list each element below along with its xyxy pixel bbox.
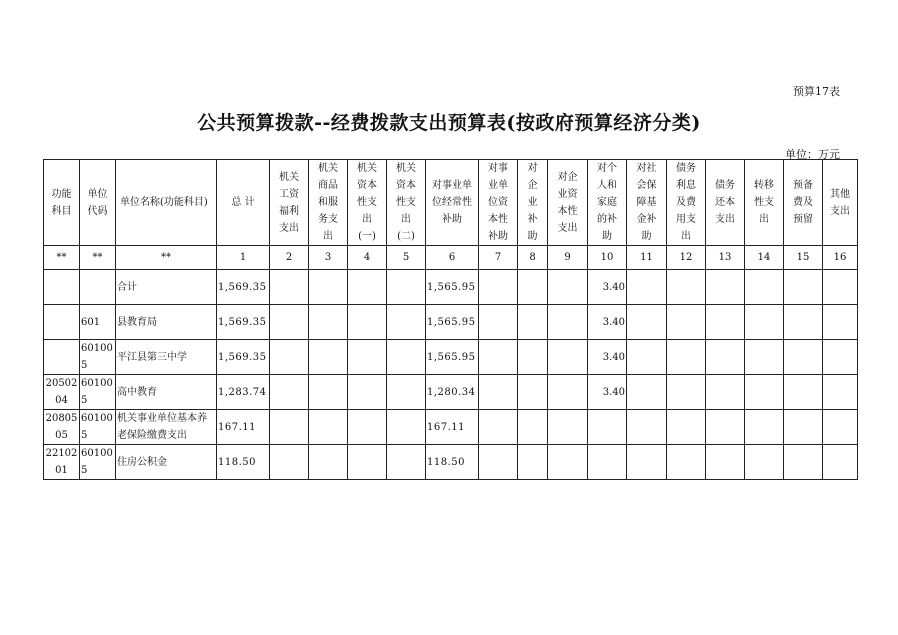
empty-cell <box>706 270 745 305</box>
public-institution-subsidy-cell: 118.50 <box>426 445 479 480</box>
data-rows <box>44 270 858 480</box>
empty-cell <box>745 340 784 375</box>
total-cell: 1,569.35 <box>217 305 270 340</box>
empty-cell <box>518 410 548 445</box>
empty-cell <box>823 445 858 480</box>
unit-code-cell: 601 <box>80 305 116 340</box>
header-cell: 单位代码 <box>80 160 116 246</box>
empty-cell <box>627 340 667 375</box>
household-subsidy-cell <box>588 445 627 480</box>
header-cell: 对社会保障基金补助 <box>627 160 667 246</box>
empty-cell <box>548 340 588 375</box>
unit-name-cell: 县教育局 <box>116 305 217 340</box>
household-subsidy-cell: 3.40 <box>588 340 627 375</box>
index-cell: 11 <box>627 246 667 270</box>
index-cell: 15 <box>784 246 823 270</box>
header-cell: 对个人和家庭的补助 <box>588 160 627 246</box>
unit-code-cell: 601005 <box>80 410 116 445</box>
index-cell: 2 <box>270 246 309 270</box>
unit-code-cell: 601005 <box>80 340 116 375</box>
empty-cell <box>745 410 784 445</box>
empty-cell <box>823 340 858 375</box>
total-cell: 167.11 <box>217 410 270 445</box>
empty-cell <box>479 410 518 445</box>
empty-cell <box>479 340 518 375</box>
header-cell: 功能科目 <box>44 160 80 246</box>
empty-cell <box>270 445 309 480</box>
empty-cell <box>348 410 387 445</box>
header-cell: 对事业单位资本性补助 <box>479 160 518 246</box>
unit-code-cell: 601005 <box>80 375 116 410</box>
empty-cell <box>348 270 387 305</box>
function-code-cell <box>44 270 80 305</box>
empty-cell <box>309 445 348 480</box>
header-cell: 预备费及预留 <box>784 160 823 246</box>
total-cell: 118.50 <box>217 445 270 480</box>
header-cell: 对企业资本性支出 <box>548 160 588 246</box>
empty-cell <box>270 305 309 340</box>
household-subsidy-cell: 3.40 <box>588 375 627 410</box>
household-subsidy-cell: 3.40 <box>588 305 627 340</box>
header-cell: 单位名称(功能科目) <box>116 160 217 246</box>
empty-cell <box>479 445 518 480</box>
empty-cell <box>745 305 784 340</box>
empty-cell <box>784 270 823 305</box>
empty-cell <box>548 410 588 445</box>
empty-cell <box>270 340 309 375</box>
empty-cell <box>387 340 426 375</box>
empty-cell <box>270 375 309 410</box>
total-cell: 1,283.74 <box>217 375 270 410</box>
empty-cell <box>518 375 548 410</box>
index-cell: 6 <box>426 246 479 270</box>
empty-cell <box>784 375 823 410</box>
index-cell: 7 <box>479 246 518 270</box>
function-code-cell: 2080505 <box>44 410 80 445</box>
empty-cell <box>784 410 823 445</box>
index-cell: 14 <box>745 246 784 270</box>
empty-cell <box>309 410 348 445</box>
empty-cell <box>667 410 706 445</box>
header-cell: 对企业补助 <box>518 160 548 246</box>
unit-name-cell: 机关事业单位基本养老保险缴费支出 <box>116 410 217 445</box>
empty-cell <box>745 270 784 305</box>
empty-cell <box>823 375 858 410</box>
budget-table <box>43 159 858 480</box>
empty-cell <box>823 270 858 305</box>
public-institution-subsidy-cell: 1,565.95 <box>426 270 479 305</box>
empty-cell <box>479 270 518 305</box>
empty-cell <box>548 445 588 480</box>
empty-cell <box>309 375 348 410</box>
header-cell: 债务还本支出 <box>706 160 745 246</box>
page-title: 公共预算拨款--经费拨款支出预算表(按政府预算经济分类) <box>197 112 701 134</box>
empty-cell <box>667 340 706 375</box>
index-cell: 10 <box>588 246 627 270</box>
empty-cell <box>784 305 823 340</box>
empty-cell <box>706 305 745 340</box>
empty-cell <box>518 445 548 480</box>
index-cell: 12 <box>667 246 706 270</box>
empty-cell <box>784 340 823 375</box>
empty-cell <box>309 340 348 375</box>
unit-code-cell <box>80 270 116 305</box>
index-cell: ** <box>44 246 80 270</box>
public-institution-subsidy-cell: 1,565.95 <box>426 340 479 375</box>
index-row <box>44 246 858 270</box>
empty-cell <box>667 270 706 305</box>
empty-cell <box>348 445 387 480</box>
empty-cell <box>518 340 548 375</box>
empty-cell <box>627 305 667 340</box>
empty-cell <box>706 410 745 445</box>
empty-cell <box>627 410 667 445</box>
table-row <box>44 410 858 445</box>
empty-cell <box>348 340 387 375</box>
table-row <box>44 305 858 340</box>
public-institution-subsidy-cell: 1,565.95 <box>426 305 479 340</box>
empty-cell <box>823 305 858 340</box>
empty-cell <box>706 375 745 410</box>
total-cell: 1,569.35 <box>217 270 270 305</box>
unit-name-cell: 住房公积金 <box>116 445 217 480</box>
index-cell: ** <box>116 246 217 270</box>
header-cell: 总 计 <box>217 160 270 246</box>
header-cell: 机关资本性支出(二) <box>387 160 426 246</box>
index-cell: 5 <box>387 246 426 270</box>
empty-cell <box>823 410 858 445</box>
empty-cell <box>348 375 387 410</box>
index-cell: 8 <box>518 246 548 270</box>
index-cell: 16 <box>823 246 858 270</box>
header-cell: 转移性支出 <box>745 160 784 246</box>
table-row <box>44 375 858 410</box>
empty-cell <box>387 305 426 340</box>
header-cell: 对事业单位经常性补助 <box>426 160 479 246</box>
empty-cell <box>270 270 309 305</box>
header-row <box>44 160 858 246</box>
unit-name-cell: 高中教育 <box>116 375 217 410</box>
table-row <box>44 445 858 480</box>
empty-cell <box>627 375 667 410</box>
empty-cell <box>309 270 348 305</box>
empty-cell <box>706 340 745 375</box>
empty-cell <box>479 305 518 340</box>
header-cell: 债务利息及费用支出 <box>667 160 706 246</box>
function-code-cell <box>44 340 80 375</box>
empty-cell <box>270 410 309 445</box>
header-cell: 机关资本性支出(一) <box>348 160 387 246</box>
public-institution-subsidy-cell: 1,280.34 <box>426 375 479 410</box>
empty-cell <box>387 445 426 480</box>
household-subsidy-cell <box>588 410 627 445</box>
index-cell: 13 <box>706 246 745 270</box>
empty-cell <box>479 375 518 410</box>
public-institution-subsidy-cell: 167.11 <box>426 410 479 445</box>
empty-cell <box>627 270 667 305</box>
empty-cell <box>518 305 548 340</box>
table-number: 预算17表 <box>793 85 840 98</box>
empty-cell <box>387 375 426 410</box>
header-cell: 机关商品和服务支出 <box>309 160 348 246</box>
table-row <box>44 270 858 305</box>
empty-cell <box>387 410 426 445</box>
empty-cell <box>745 445 784 480</box>
function-code-cell: 2210201 <box>44 445 80 480</box>
empty-cell <box>309 305 348 340</box>
empty-cell <box>518 270 548 305</box>
unit-name-cell: 平江县第三中学 <box>116 340 217 375</box>
empty-cell <box>784 445 823 480</box>
index-cell: ** <box>80 246 116 270</box>
empty-cell <box>627 445 667 480</box>
empty-cell <box>667 445 706 480</box>
empty-cell <box>667 305 706 340</box>
index-cell: 1 <box>217 246 270 270</box>
empty-cell <box>667 375 706 410</box>
unit-name-cell: 合计 <box>116 270 217 305</box>
function-code-cell: 2050204 <box>44 375 80 410</box>
function-code-cell <box>44 305 80 340</box>
empty-cell <box>548 305 588 340</box>
index-cell: 9 <box>548 246 588 270</box>
index-cell: 4 <box>348 246 387 270</box>
household-subsidy-cell: 3.40 <box>588 270 627 305</box>
unit-label: 单位：万元 <box>785 148 840 161</box>
empty-cell <box>348 305 387 340</box>
header-cell: 其他支出 <box>823 160 858 246</box>
table-row <box>44 340 858 375</box>
total-cell: 1,569.35 <box>217 340 270 375</box>
empty-cell <box>548 270 588 305</box>
empty-cell <box>387 270 426 305</box>
header-cell: 机关工资福利支出 <box>270 160 309 246</box>
index-cell: 3 <box>309 246 348 270</box>
unit-code-cell: 601005 <box>80 445 116 480</box>
empty-cell <box>548 375 588 410</box>
empty-cell <box>745 375 784 410</box>
empty-cell <box>706 445 745 480</box>
